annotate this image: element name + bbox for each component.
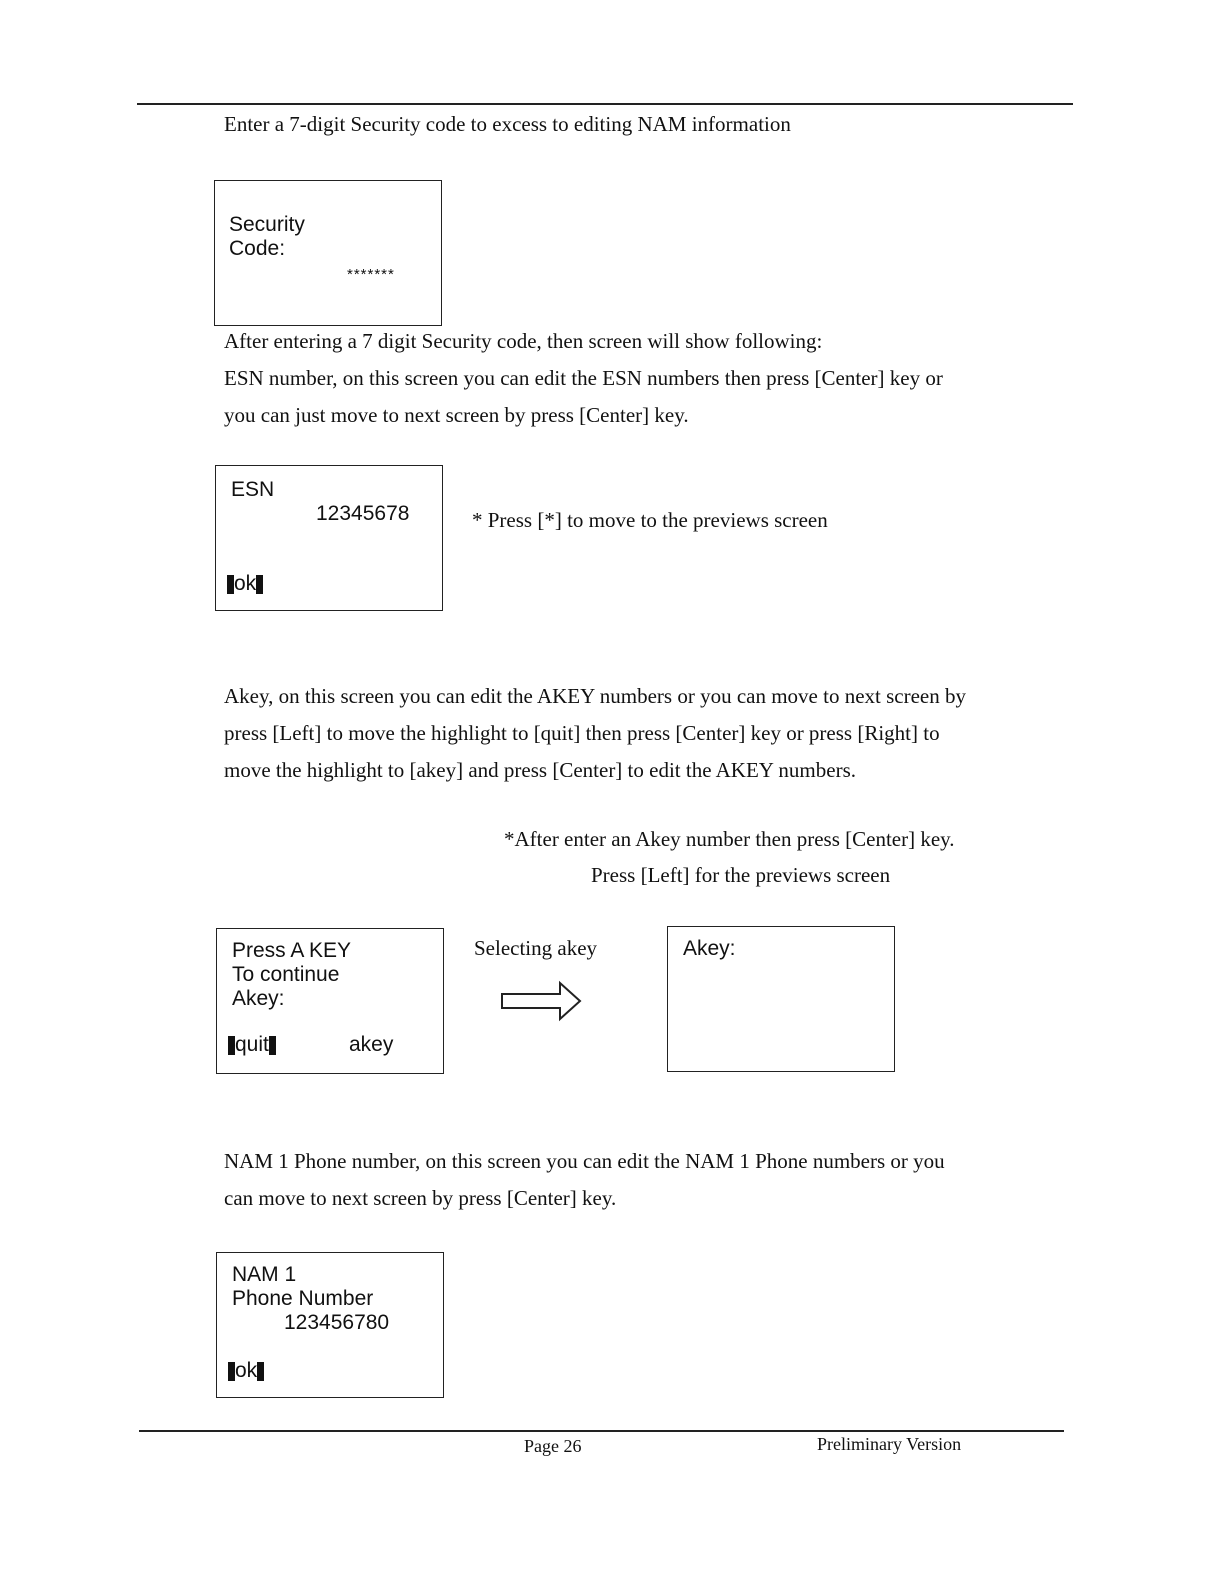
footer-rule <box>139 1430 1064 1432</box>
version-label: Preliminary Version <box>817 1434 962 1454</box>
quit-label: quit <box>235 1033 269 1056</box>
esn-screen <box>215 465 443 611</box>
highlight-left-bar <box>227 575 234 594</box>
selecting-akey-label: Selecting akey <box>474 936 598 960</box>
akey-paragraph <box>224 678 1072 789</box>
after-security-line-2: ESN number, on this screen you can edit the ESN numbers then press [Center] key or <box>224 366 943 390</box>
code-label: Code: <box>229 237 286 260</box>
akey-entry-screen <box>667 926 895 1072</box>
akey-line-3: move the highlight to [akey] and press [Center] to edit the AKEY numbers. <box>224 758 856 782</box>
nam-line-1: NAM 1 Phone number, on this screen you can edit the NAM 1 Phone numbers or you <box>224 1149 945 1173</box>
press-akey-line: Press A KEY <box>232 939 352 962</box>
akey-prompt-screen <box>216 928 444 1074</box>
masked-code: ******* <box>347 266 395 283</box>
after-security-line-3: you can just move to next screen by press [Center] key. <box>224 403 689 427</box>
quit-softkey[interactable] <box>228 1033 276 1057</box>
after-security-line-1: After entering a 7 digit Security code, then screen will show following: <box>224 329 823 353</box>
intro-text: Enter a 7-digit Security code to excess to editing NAM information <box>224 112 791 136</box>
highlight-right-bar <box>257 1362 264 1381</box>
nam-phone-screen <box>216 1252 444 1398</box>
phone-number-label: Phone Number <box>232 1287 374 1310</box>
highlight-right-bar <box>256 575 263 594</box>
akey-entry-label: Akey: <box>683 937 736 960</box>
after-security-text <box>224 323 1072 434</box>
nam-paragraph <box>224 1143 1072 1217</box>
esn-ok-softkey[interactable] <box>227 572 263 596</box>
ok-label: ok <box>235 1359 258 1382</box>
nam-ok-softkey[interactable] <box>228 1359 264 1383</box>
to-continue-line: To continue <box>232 963 340 986</box>
akey-line-1: Akey, on this screen you can edit the AKEY numbers or you can move to next screen by <box>224 684 966 708</box>
security-label: Security <box>229 213 305 236</box>
esn-title: ESN <box>231 478 275 501</box>
header-rule <box>137 103 1073 105</box>
nam-title: NAM 1 <box>232 1263 297 1286</box>
esn-note: * Press [*] to move to the previews screen <box>472 508 828 532</box>
highlight-left-bar <box>228 1362 235 1381</box>
security-code-screen <box>214 180 442 326</box>
page-number: Page 26 <box>524 1436 582 1456</box>
akey-note-2: Press [Left] for the previews screen <box>591 863 891 887</box>
akey-softkey[interactable]: akey <box>349 1033 394 1056</box>
ok-label: ok <box>234 572 257 595</box>
phone-number-value: 123456780 <box>284 1311 390 1334</box>
akey-line-2: press [Left] to move the highlight to [quit] then press [Center] key or press [Right] to <box>224 721 940 745</box>
highlight-right-bar <box>269 1036 276 1055</box>
esn-number: 12345678 <box>316 502 410 525</box>
akey-line: Akey: <box>232 987 285 1010</box>
nam-line-2: can move to next screen by press [Center] key. <box>224 1186 617 1210</box>
akey-note-1: *After enter an Akey number then press [Center] key. <box>504 827 955 851</box>
right-arrow-icon <box>500 980 584 1022</box>
highlight-left-bar <box>228 1036 235 1055</box>
